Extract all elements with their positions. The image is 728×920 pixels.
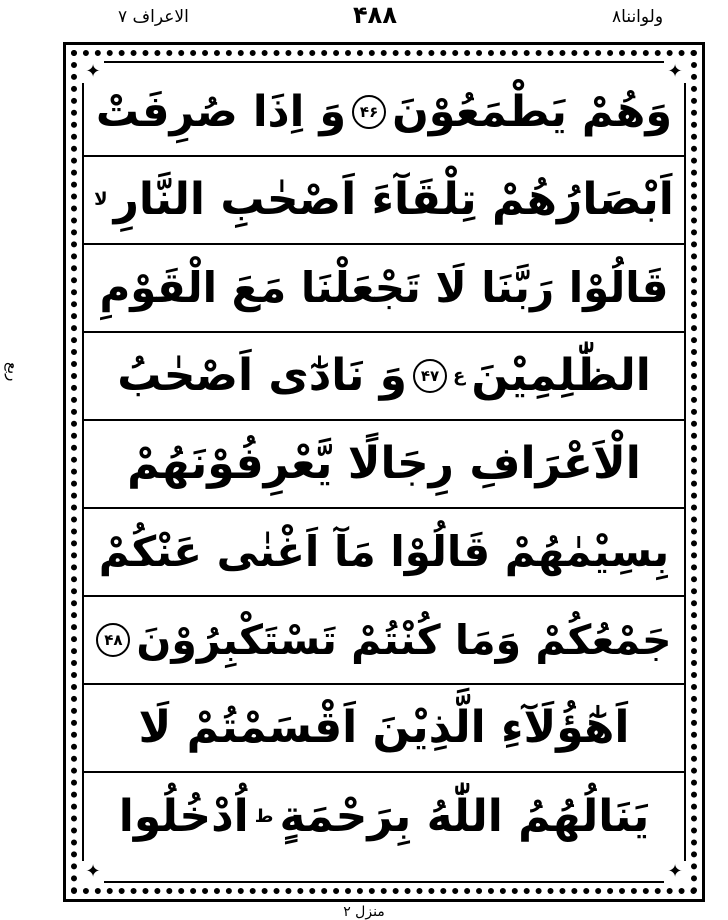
verse-line xyxy=(84,597,684,685)
text-panel xyxy=(82,61,686,883)
ayah-number-marker: ۴۸ xyxy=(96,623,130,657)
ayah-number-marker: ۴۷ xyxy=(413,359,447,393)
surah-name: الاعراف ٧ xyxy=(118,7,189,27)
verse-segment: قَالُوْا رَبَّنَا لَا تَجْعَلْنَا مَعَ الْقَوْمِ xyxy=(99,263,669,312)
corner-ornament-icon: ✦ xyxy=(82,61,104,83)
verse-text xyxy=(96,610,671,670)
page-number: ۴۸۸ xyxy=(353,1,397,29)
corner-ornament-icon: ✦ xyxy=(664,861,686,883)
para-name: ولواننا۸ xyxy=(612,7,664,27)
verse-segment: وَهُمْ يَطْمَعُوْنَ xyxy=(392,87,673,137)
corner-ornament-icon: ✦ xyxy=(82,861,104,883)
verse-text xyxy=(99,522,669,582)
waqf-mark: ع xyxy=(453,365,466,386)
manzil-footer: منزل ۲ xyxy=(343,904,385,920)
verse-text xyxy=(127,434,641,494)
verse-segment: بِسِيْمٰهُمْ قَالُوْا مَآ اَغْنٰى عَنْكُمْ xyxy=(98,527,670,576)
verse-segment: وَ اِذَا صُرِفَتْ xyxy=(95,87,347,137)
verse-segment: وَ نَادٰٓى اَصْحٰبُ xyxy=(117,350,408,401)
margin-note: ربع xyxy=(4,362,22,382)
verse-text xyxy=(119,787,649,847)
verse-line xyxy=(84,245,684,333)
verse-segment: اَهٰٓؤُلَآءِ الَّذِيْنَ اَقْسَمْتُمْ لَا xyxy=(138,702,630,753)
verse-text xyxy=(96,82,672,142)
verse-segment: اَبْصَارُهُمْ تِلْقَآءَ اَصْحٰبِ النَّارِ xyxy=(113,174,674,225)
verse-line xyxy=(84,685,684,773)
waqf-mark: لا xyxy=(94,189,108,210)
verse-line xyxy=(84,773,684,861)
page-border xyxy=(63,42,705,902)
verse-line xyxy=(84,333,684,421)
verse-segment: الظّٰلِمِيْنَ xyxy=(471,350,651,401)
corner-ornament-icon: ✦ xyxy=(664,61,686,83)
verse-segment: يَنَالُهُمُ اللّٰهُ بِرَحْمَةٍ xyxy=(279,791,650,842)
ayah-number-marker: ۴۶ xyxy=(352,95,386,129)
verse-text xyxy=(139,698,630,758)
verse-segment: جَمْعُكُمْ وَمَا كُنْتُمْ تَسْتَكْبِرُوْنَ xyxy=(136,616,672,664)
verse-line xyxy=(84,157,684,245)
verse-text xyxy=(99,258,668,318)
verse-text xyxy=(117,346,651,406)
verse-line xyxy=(84,509,684,597)
verse-segment: اُدْخُلُوا xyxy=(118,791,249,842)
verse-text xyxy=(94,170,674,230)
verse-line xyxy=(84,69,684,157)
verse-line xyxy=(84,421,684,509)
verse-segment: الْاَعْرَافِ رِجَالًا يَّعْرِفُوْنَهُمْ xyxy=(127,438,641,489)
waqf-mark: ط xyxy=(254,806,274,827)
verse-lines xyxy=(84,63,684,881)
